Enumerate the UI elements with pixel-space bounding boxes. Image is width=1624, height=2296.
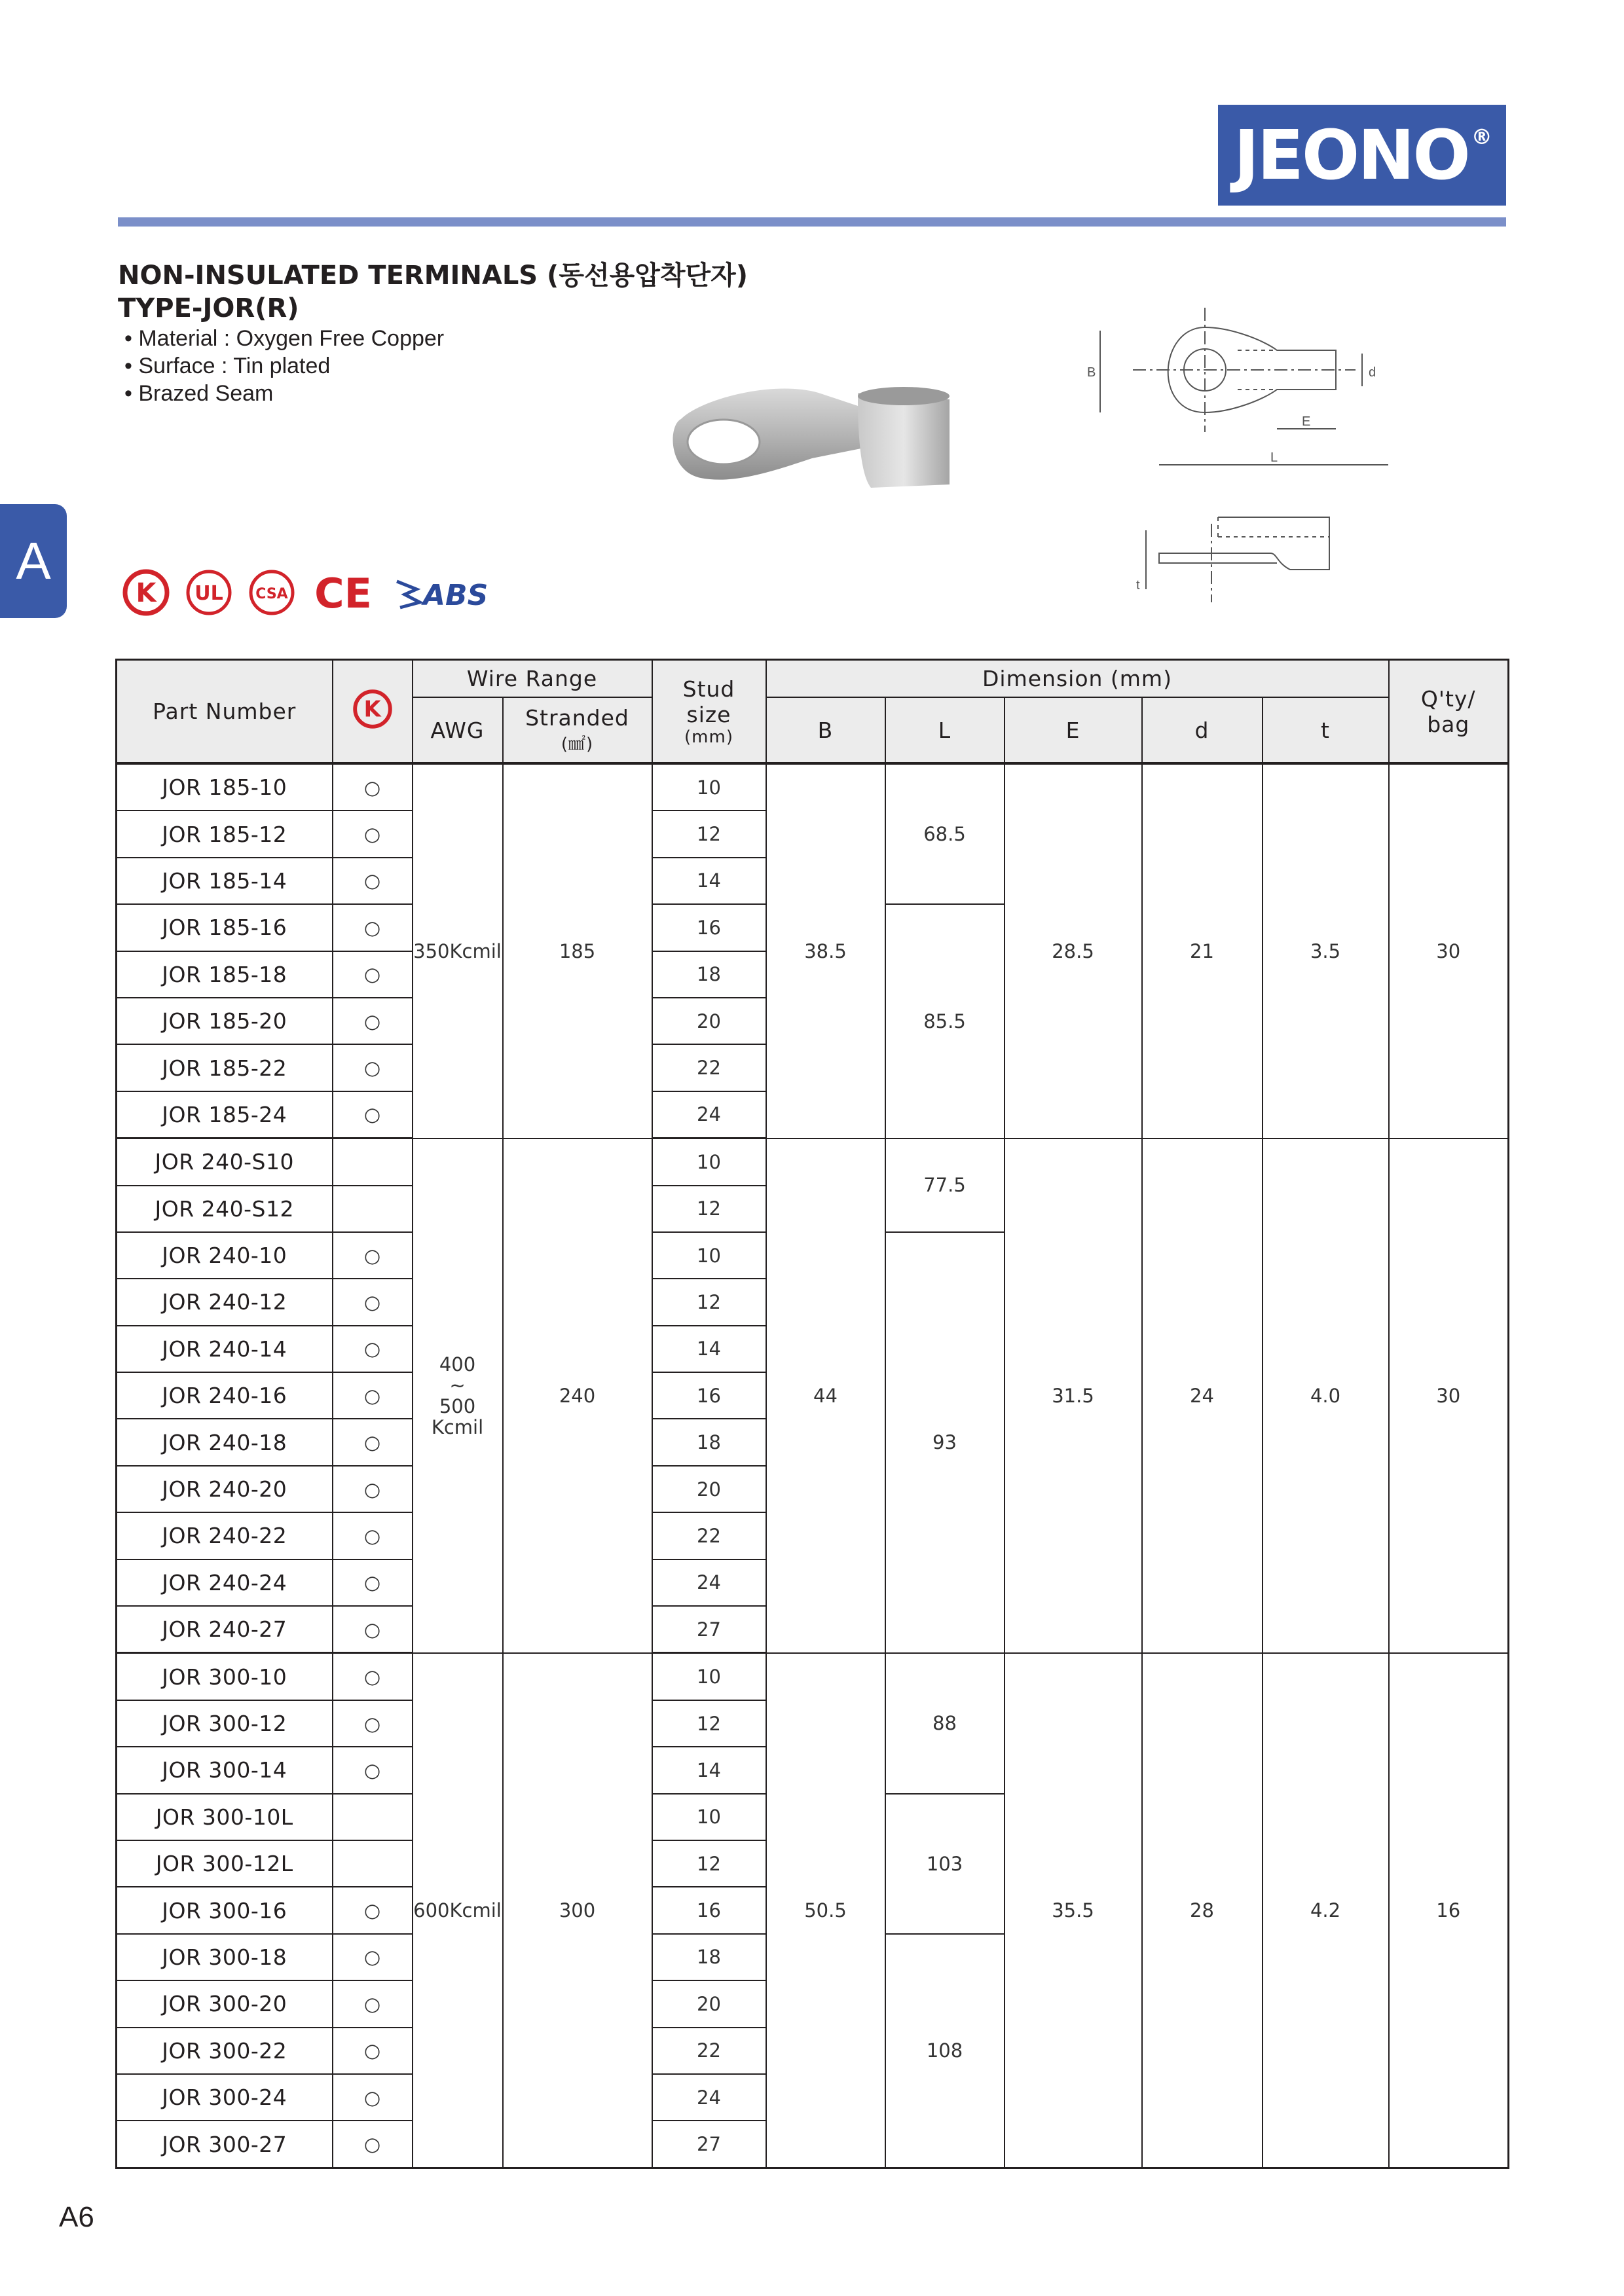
k-mark-cell: ○ (333, 1887, 413, 1933)
header-l: L (885, 697, 1005, 763)
part-number-cell: JOR 240-12 (117, 1279, 333, 1325)
dim-d-cell: 21 (1142, 763, 1263, 1139)
k-mark-cell: ○ (333, 1606, 413, 1653)
table-row (117, 1653, 1509, 1700)
part-number-cell: JOR 185-20 (117, 998, 333, 1044)
part-number-cell: JOR 185-22 (117, 1044, 333, 1091)
header-wire-range: Wire Range (413, 660, 652, 698)
stud-size-cell: 16 (652, 1887, 766, 1933)
dim-t-cell: 4.2 (1263, 1653, 1389, 2168)
part-number-cell: JOR 300-22 (117, 2028, 333, 2074)
header-qty (1389, 660, 1509, 764)
part-number-cell: JOR 240-16 (117, 1372, 333, 1419)
cert-csa-label: CSA (255, 586, 288, 602)
stud-size-cell: 10 (652, 763, 766, 811)
header-qty-line1: Q'ty/ (1420, 685, 1476, 712)
part-number-cell: JOR 300-12 (117, 1700, 333, 1747)
stud-size-cell: 10 (652, 1232, 766, 1279)
dim-e-cell: 35.5 (1005, 1653, 1142, 2168)
qty-bag-cell: 30 (1389, 763, 1509, 1139)
stud-size-cell: 12 (652, 1186, 766, 1232)
page-number: A6 (59, 2201, 94, 2233)
part-number-cell: JOR 300-18 (117, 1934, 333, 1980)
stranded-cell: 240 (503, 1139, 652, 1653)
k-mark-cell: ○ (333, 2074, 413, 2121)
stud-size-cell: 27 (652, 1606, 766, 1653)
part-number-cell: JOR 185-12 (117, 811, 333, 857)
cert-ce-label: CE (314, 570, 372, 617)
dim-t-cell: 4.0 (1263, 1139, 1389, 1653)
k-mark-cell: ○ (333, 1232, 413, 1279)
k-mark-cell: ○ (333, 763, 413, 811)
awg-cell: 350Kcmil (413, 763, 503, 1139)
part-number-cell: JOR 240-14 (117, 1326, 333, 1372)
dim-l-cell: 85.5 (885, 904, 1005, 1138)
part-number-cell: JOR 300-20 (117, 1980, 333, 2027)
dim-b-cell: 50.5 (766, 1653, 885, 2168)
k-mark-cell: ○ (333, 811, 413, 857)
header-stud-line1: Stud (682, 676, 735, 702)
part-number-cell: JOR 240-24 (117, 1559, 333, 1606)
spec-table (115, 659, 1509, 2169)
stud-size-cell: 16 (652, 1372, 766, 1419)
ce-mark-icon (310, 568, 376, 617)
part-number-cell: JOR 240-22 (117, 1512, 333, 1559)
dim-l-cell: 77.5 (885, 1139, 1005, 1232)
k-mark-cell (333, 1840, 413, 1887)
part-number-cell: JOR 300-27 (117, 2121, 333, 2168)
k-mark-cell (333, 1139, 413, 1186)
dim-d-cell: 28 (1142, 1653, 1263, 2168)
header-stud-unit: (mm) (684, 727, 733, 747)
spec-table-body (117, 763, 1509, 2168)
stud-size-cell: 10 (652, 1794, 766, 1840)
header-d: d (1142, 697, 1263, 763)
drawing-label-b: B (1087, 365, 1096, 380)
stud-size-cell: 24 (652, 1091, 766, 1139)
k-mark-cell: ○ (333, 1279, 413, 1325)
k-mark-cell: ○ (333, 1512, 413, 1559)
header-stranded-label: Stranded (525, 705, 629, 731)
stud-size-cell: 22 (652, 1044, 766, 1091)
page-subtitle: TYPE-JOR(R) (118, 293, 299, 323)
header-dimension: Dimension (mm) (766, 660, 1389, 698)
header-stranded (503, 697, 652, 763)
k-mark-cell: ○ (333, 1934, 413, 1980)
feature-surface: • Surface : Tin plated (124, 352, 444, 380)
part-number-cell: JOR 240-S12 (117, 1186, 333, 1232)
header-rule (118, 217, 1506, 227)
k-mark-cell: ○ (333, 1372, 413, 1419)
dim-l-cell: 108 (885, 1934, 1005, 2168)
k-mark-cell: ○ (333, 1326, 413, 1372)
dim-t-cell: 3.5 (1263, 763, 1389, 1139)
stud-size-cell: 18 (652, 951, 766, 998)
qty-bag-cell: 16 (1389, 1653, 1509, 2168)
drawing-label-l: L (1270, 450, 1278, 465)
header-b: B (766, 697, 885, 763)
registered-mark: ® (1471, 124, 1490, 149)
abs-mark-icon (390, 568, 515, 617)
header-awg: AWG (413, 697, 503, 763)
part-number-cell: JOR 300-24 (117, 2074, 333, 2121)
part-number-cell: JOR 300-12L (117, 1840, 333, 1887)
stud-size-cell: 24 (652, 2074, 766, 2121)
dim-d-cell: 24 (1142, 1139, 1263, 1653)
stud-size-cell: 16 (652, 904, 766, 951)
header-part-number: Part Number (117, 660, 333, 764)
stud-size-cell: 12 (652, 811, 766, 857)
k-mark-cell: ○ (333, 1653, 413, 1700)
header-t: t (1263, 697, 1389, 763)
header-qty-line2: bag (1427, 711, 1470, 737)
dim-b-cell: 38.5 (766, 763, 885, 1139)
page-title: NON-INSULATED TERMINALS (동선용압착단자) (118, 261, 748, 291)
cert-abs-label: ABS (423, 579, 489, 612)
part-number-cell: JOR 240-10 (117, 1232, 333, 1279)
part-number-cell: JOR 240-18 (117, 1419, 333, 1465)
stud-size-cell: 12 (652, 1700, 766, 1747)
stud-size-cell: 20 (652, 1980, 766, 2027)
dim-l-cell: 103 (885, 1794, 1005, 1934)
header-k-mark (333, 660, 413, 764)
dim-e-cell: 28.5 (1005, 763, 1142, 1139)
dim-l-cell: 88 (885, 1653, 1005, 1794)
table-row (117, 1139, 1509, 1186)
part-number-cell: JOR 185-18 (117, 951, 333, 998)
part-number-cell: JOR 185-16 (117, 904, 333, 951)
feature-list (124, 325, 444, 407)
stud-size-cell: 20 (652, 998, 766, 1044)
k-mark-cell: ○ (333, 1466, 413, 1512)
brand-logo (1218, 105, 1506, 206)
table-row (117, 763, 1509, 811)
part-number-cell: JOR 300-14 (117, 1747, 333, 1793)
part-number-cell: JOR 240-27 (117, 1606, 333, 1653)
feature-material: • Material : Oxygen Free Copper (124, 325, 444, 352)
part-number-cell: JOR 185-10 (117, 763, 333, 811)
header-stud-line2: size (686, 701, 731, 727)
part-number-cell: JOR 300-10 (117, 1653, 333, 1700)
stud-size-cell: 14 (652, 1747, 766, 1793)
stranded-cell: 185 (503, 763, 652, 1139)
part-number-cell: JOR 240-20 (117, 1466, 333, 1512)
feature-seam: • Brazed Seam (124, 380, 444, 407)
k-mark-icon (352, 689, 393, 729)
dim-l-cell: 68.5 (885, 763, 1005, 904)
k-mark-cell: ○ (333, 1091, 413, 1139)
stud-size-cell: 14 (652, 858, 766, 904)
part-number-cell: JOR 300-16 (117, 1887, 333, 1933)
stud-size-cell: 18 (652, 1934, 766, 1980)
cert-ul-label: UL (194, 582, 223, 605)
part-number-cell: JOR 300-10L (117, 1794, 333, 1840)
stud-size-cell: 12 (652, 1840, 766, 1887)
stud-size-cell: 14 (652, 1326, 766, 1372)
awg-cell: 400 ~ 500 Kcmil (413, 1139, 503, 1653)
drawing-label-d: d (1369, 365, 1376, 380)
k-mark-cell: ○ (333, 904, 413, 951)
spec-table-header (117, 660, 1509, 764)
dim-l-cell: 93 (885, 1232, 1005, 1653)
k-mark-cell: ○ (333, 998, 413, 1044)
k-mark-cell: ○ (333, 1700, 413, 1747)
header-e: E (1005, 697, 1142, 763)
dimension-drawing (1080, 301, 1447, 629)
stud-size-cell: 27 (652, 2121, 766, 2168)
k-mark-cell: ○ (333, 1419, 413, 1465)
part-number-cell: JOR 240-S10 (117, 1139, 333, 1186)
k-mark-cell (333, 1186, 413, 1232)
csa-mark-icon (248, 568, 296, 617)
stud-size-cell: 22 (652, 1512, 766, 1559)
k-mark-cell: ○ (333, 1044, 413, 1091)
header-stud-size (652, 660, 766, 764)
drawing-label-t: t (1136, 578, 1140, 592)
drawing-label-e: E (1302, 414, 1311, 429)
product-photo (661, 373, 1002, 504)
section-tab: A (0, 504, 67, 618)
qty-bag-cell: 30 (1389, 1139, 1509, 1653)
stud-size-cell: 12 (652, 1279, 766, 1325)
stud-size-cell: 22 (652, 2028, 766, 2074)
dim-e-cell: 31.5 (1005, 1139, 1142, 1653)
k-mark-cell: ○ (333, 2121, 413, 2168)
brand-logo-text: JEONO (1234, 115, 1469, 195)
part-number-cell: JOR 185-14 (117, 858, 333, 904)
k-mark-cell: ○ (333, 1559, 413, 1606)
k-mark-cell: ○ (333, 951, 413, 998)
part-number-cell: JOR 185-24 (117, 1091, 333, 1139)
k-mark-cell (333, 1794, 413, 1840)
stud-size-cell: 10 (652, 1653, 766, 1700)
cert-k-label: K (136, 578, 157, 608)
stud-size-cell: 24 (652, 1559, 766, 1606)
ul-mark-icon (185, 568, 233, 617)
dim-b-cell: 44 (766, 1139, 885, 1653)
awg-cell: 600Kcmil (413, 1653, 503, 2168)
k-mark-cell: ○ (333, 1980, 413, 2027)
stud-size-cell: 18 (652, 1419, 766, 1465)
svg-text:K: K (363, 696, 381, 722)
k-mark-cell: ○ (333, 2028, 413, 2074)
k-mark-cell: ○ (333, 858, 413, 904)
stud-size-cell: 20 (652, 1466, 766, 1512)
k-mark-cell: ○ (333, 1747, 413, 1793)
header-stranded-unit: (㎟) (561, 735, 594, 754)
k-mark-icon (122, 568, 170, 617)
stud-size-cell: 10 (652, 1139, 766, 1186)
stranded-cell: 300 (503, 1653, 652, 2168)
certification-row (122, 563, 515, 622)
